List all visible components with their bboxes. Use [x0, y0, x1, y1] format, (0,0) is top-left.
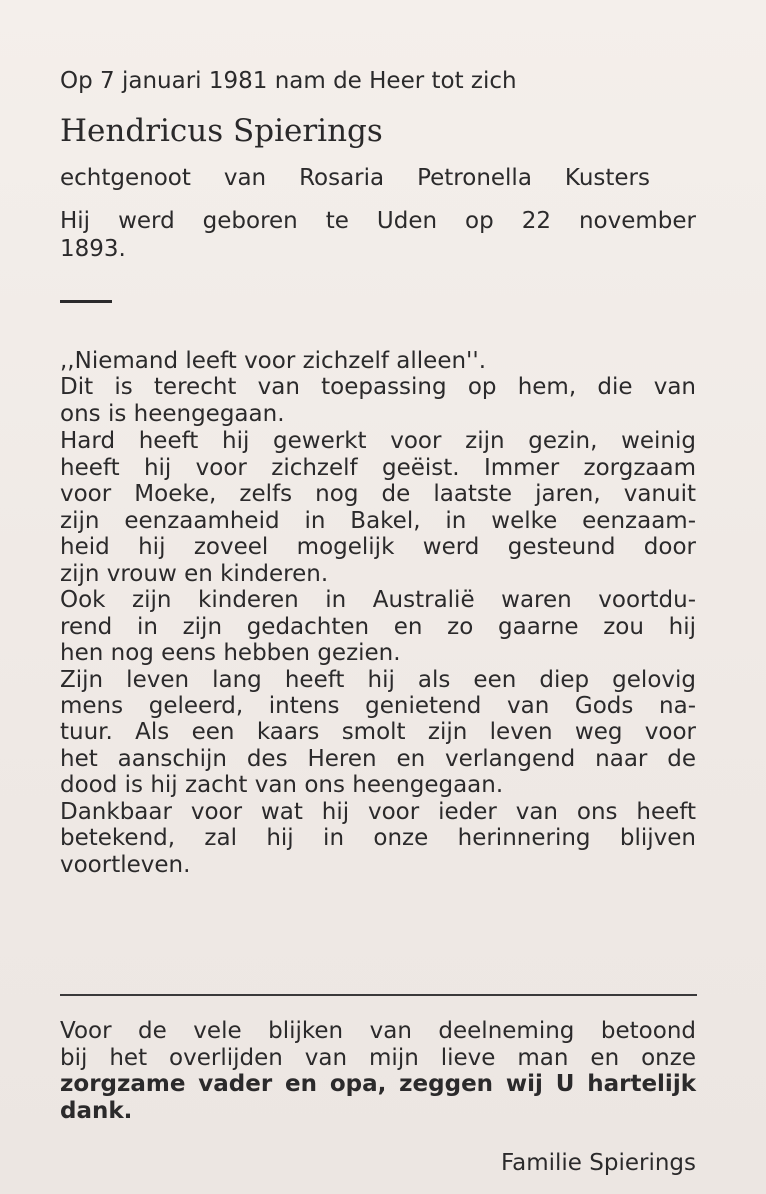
eulogy-line: ons is heengegaan. — [60, 401, 285, 427]
eulogy-line: het aanschijn des Heren en verlangend naar de — [60, 746, 696, 772]
death-announcement: Op 7 januari 1981 nam de Heer tot zich — [60, 68, 517, 94]
eulogy-line: voor Moeke, zelfs nog de laatste jaren, vanuit — [60, 481, 696, 507]
birth-line-2: 1893. — [60, 236, 126, 262]
thanks-line: Voor de vele blijken van deelneming betoond — [60, 1018, 696, 1044]
eulogy-line: ,,Niemand leeft voor zichzelf alleen''. — [60, 348, 487, 374]
eulogy-line: heeft hij voor zichzelf geëist. Immer zorgzaam — [60, 455, 696, 481]
eulogy-line: voortleven. — [60, 852, 191, 878]
eulogy-line: Zijn leven lang heeft hij als een diep gelovig — [60, 667, 696, 693]
family-signature: Familie Spierings — [501, 1150, 696, 1176]
eulogy-line: rend in zijn gedachten en zo gaarne zou hij — [60, 614, 696, 640]
birth-line-1: Hij werd geboren te Uden op 22 november — [60, 208, 696, 234]
thanks-line: zorgzame vader en opa, zeggen wij U hartelijk — [60, 1071, 696, 1097]
eulogy-line: hen nog eens hebben gezien. — [60, 640, 401, 666]
eulogy-line: heid hij zoveel mogelijk werd gesteund door — [60, 534, 696, 560]
eulogy-line: zijn vrouw en kinderen. — [60, 561, 329, 587]
eulogy-line: zijn eenzaamheid in Bakel, in welke eenzaam- — [60, 508, 696, 534]
short-divider — [60, 300, 112, 303]
thanks-line: dank. — [60, 1098, 133, 1124]
eulogy-line: betekend, zal hij in onze herinnering blijven — [60, 825, 696, 851]
eulogy-line: Ook zijn kinderen in Australië waren voortdu- — [60, 587, 696, 613]
deceased-name: Hendricus Spierings — [60, 113, 383, 149]
eulogy-line: Dankbaar voor wat hij voor ieder van ons heeft — [60, 799, 696, 825]
thanks-line: bij het overlijden van mijn lieve man en onze — [60, 1045, 696, 1071]
eulogy-line: mens geleerd, intens genietend van Gods na- — [60, 693, 696, 719]
spouse-line: echtgenoot van Rosaria Petronella Kusters — [60, 165, 650, 191]
eulogy-line: dood is hij zacht van ons heengegaan. — [60, 772, 504, 798]
eulogy-line: tuur. Als een kaars smolt zijn leven weg voor — [60, 719, 696, 745]
eulogy-line: Dit is terecht van toepassing op hem, die van — [60, 374, 696, 400]
section-divider — [60, 994, 697, 996]
eulogy-line: Hard heeft hij gewerkt voor zijn gezin, weinig — [60, 428, 696, 454]
